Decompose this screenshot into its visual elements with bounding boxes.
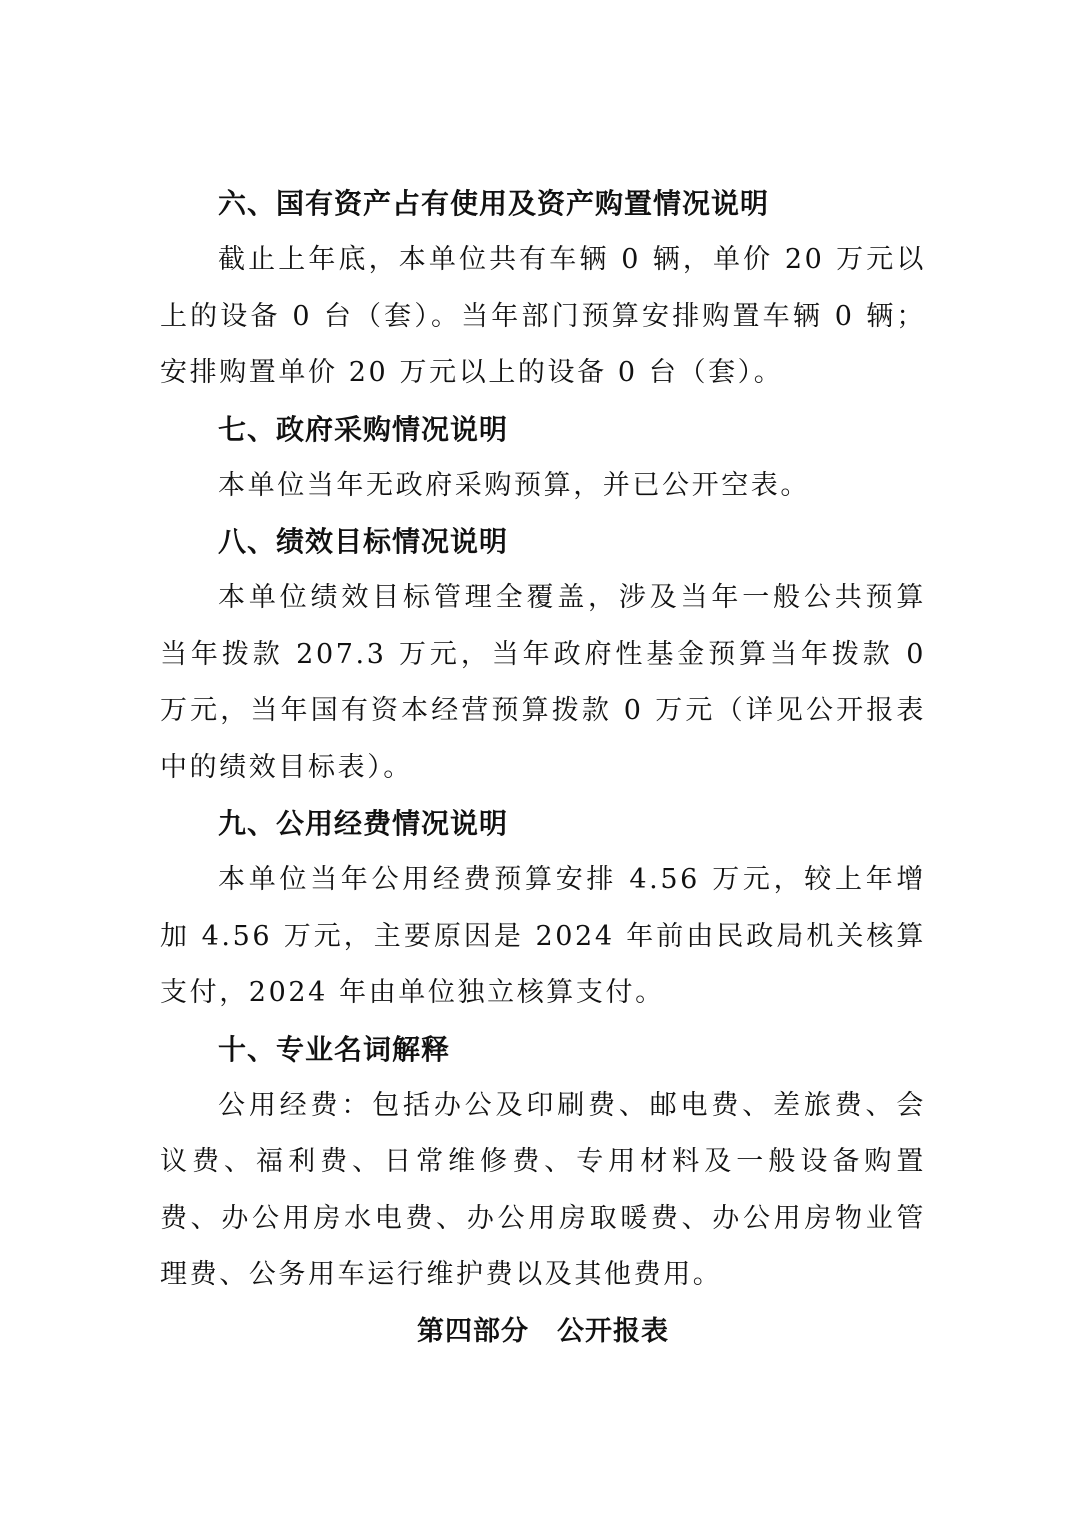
section-heading: 八、绩效目标情况说明 [218,525,509,558]
section-paragraph: 截止上年底，本单位共有车辆 0 辆，单价 20 万元以上的设备 0 台（套）。当年部门预算安排购置车辆 0 辆；安排购置单价 20 万元以上的设备 0 台（套）。 [160,244,926,388]
section-heading: 七、政府采购情况说明 [218,412,509,446]
part-title: 第四部分 公开报表 [417,1315,669,1347]
section-heading: 十、专业名词解释 [218,1032,451,1066]
section-heading: 六、国有资产占有使用及资产购置情况说明 [218,187,770,220]
section-performance [160,514,926,796]
section-procurement [160,402,926,515]
section-paragraph: 公用经费：包括办公及印刷费、邮电费、差旅费、会议费、福利费、日常维修费、专用材料及一般设备购置费、办公用房水电费、办公用房取暖费、办公用房物业管理费、公务用车运行维护费以及其他费用。 [160,1089,926,1290]
document-page [160,176,926,1360]
section-public-funds [160,796,926,1022]
section-paragraph: 本单位当年公用经费预算安排 4.56 万元，较上年增加 4.56 万元，主要原因是 2024 年前由民政局机关核算支付，2024 年由单位独立核算支付。 [160,864,926,1008]
section-paragraph: 本单位绩效目标管理全覆盖，涉及当年一般公共预算当年拨款 207.3 万元，当年政府性基金预算当年拨款 0 万元，当年国有资本经营预算拨款 0 万元（详见公开报表中的绩效目标表）。 [160,582,926,783]
section-glossary [160,1022,926,1304]
section-paragraph: 本单位当年无政府采购预算，并已公开空表。 [218,469,810,501]
section-assets [160,176,926,402]
section-heading: 九、公用经费情况说明 [218,807,509,840]
